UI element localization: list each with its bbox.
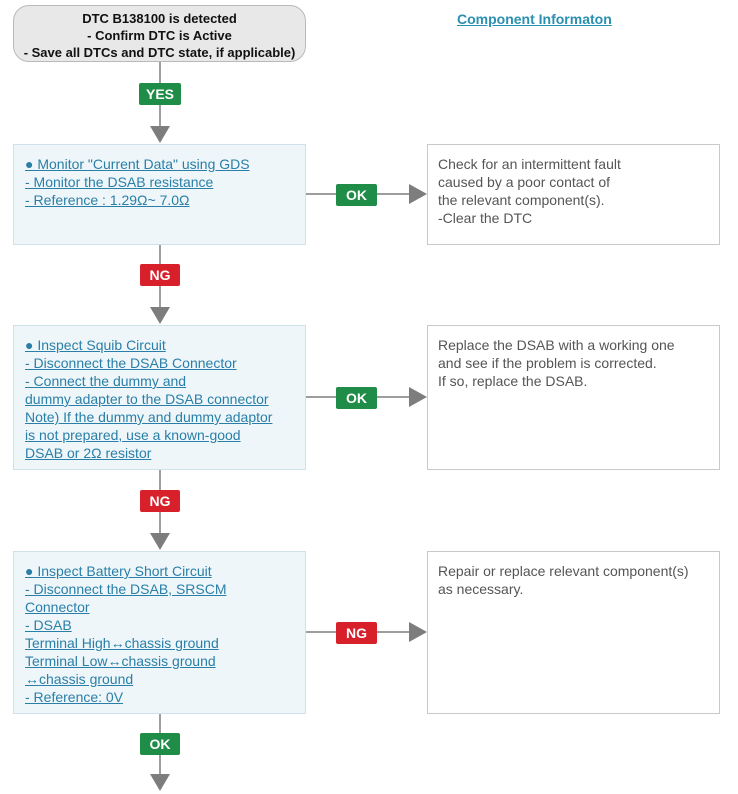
start-line: DTC B138100 is detected (82, 11, 237, 26)
ng-badge: NG (140, 264, 180, 286)
result-line: If so, replace the DSAB. (438, 373, 588, 389)
step-line[interactable]: Terminal Low↔chassis ground (25, 653, 216, 669)
step-line[interactable]: ● Inspect Squib Circuit (25, 337, 166, 353)
ng-badge: NG (140, 490, 180, 512)
start-node (13, 5, 306, 62)
step-monitor-current-data[interactable] (13, 144, 306, 245)
result-line: Repair or replace relevant component(s) (438, 563, 689, 579)
arrowhead-right-icon (409, 622, 427, 642)
step-line[interactable]: - Monitor the DSAB resistance (25, 174, 214, 190)
step-line[interactable]: - Connect the dummy and (25, 373, 187, 389)
step-line[interactable]: ↔chassis ground (25, 671, 134, 687)
result-line: -Clear the DTC (438, 210, 533, 226)
result-line: and see if the problem is corrected. (438, 355, 657, 371)
component-information-link[interactable]: Component Informaton (457, 11, 612, 27)
step-line[interactable]: is not prepared, use a known-good (25, 427, 241, 443)
step-line[interactable]: - Reference : 1.29Ω~ 7.0Ω (25, 192, 190, 208)
step-line[interactable]: - Reference: 0V (25, 689, 124, 705)
result-line: Replace the DSAB with a working one (438, 337, 675, 353)
step-line[interactable]: - DSAB (25, 617, 72, 633)
step-inspect-battery-short-circuit[interactable] (13, 551, 306, 714)
arrowhead-down-icon (150, 126, 170, 143)
arrowhead-down-icon (150, 533, 170, 550)
step-line[interactable]: ● Monitor "Current Data" using GDS (25, 156, 250, 172)
step-line[interactable]: Note) If the dummy and dummy adaptor (25, 409, 273, 425)
result-repair-component (427, 551, 720, 714)
ok-badge: OK (140, 733, 180, 755)
step-line[interactable]: - Disconnect the DSAB, SRSCM (25, 581, 227, 597)
step-line[interactable]: Connector (25, 599, 90, 615)
arrowhead-down-icon (150, 307, 170, 324)
start-line: - Confirm DTC is Active (87, 28, 232, 43)
result-intermittent-fault (427, 144, 720, 245)
yes-badge: YES (139, 83, 181, 105)
result-line: Check for an intermittent fault (438, 156, 621, 172)
ok-badge: OK (336, 387, 377, 409)
step-inspect-squib-circuit[interactable] (13, 325, 306, 470)
ng-badge: NG (336, 622, 377, 644)
arrowhead-right-icon (409, 387, 427, 407)
result-replace-dsab (427, 325, 720, 470)
arrowhead-down-icon (150, 774, 170, 791)
start-line: - Save all DTCs and DTC state, if applicable) (23, 45, 296, 60)
step-line[interactable]: dummy adapter to the DSAB connector (25, 391, 269, 407)
step-line[interactable]: Terminal High↔chassis ground (25, 635, 219, 651)
result-line: the relevant component(s). (438, 192, 605, 208)
arrowhead-right-icon (409, 184, 427, 204)
result-line: caused by a poor contact of (438, 174, 610, 190)
result-line: as necessary. (438, 581, 524, 597)
step-line[interactable]: - Disconnect the DSAB Connector (25, 355, 237, 371)
step-line[interactable]: ● Inspect Battery Short Circuit (25, 563, 212, 579)
ok-badge: OK (336, 184, 377, 206)
step-line[interactable]: DSAB or 2Ω resistor (25, 445, 152, 461)
